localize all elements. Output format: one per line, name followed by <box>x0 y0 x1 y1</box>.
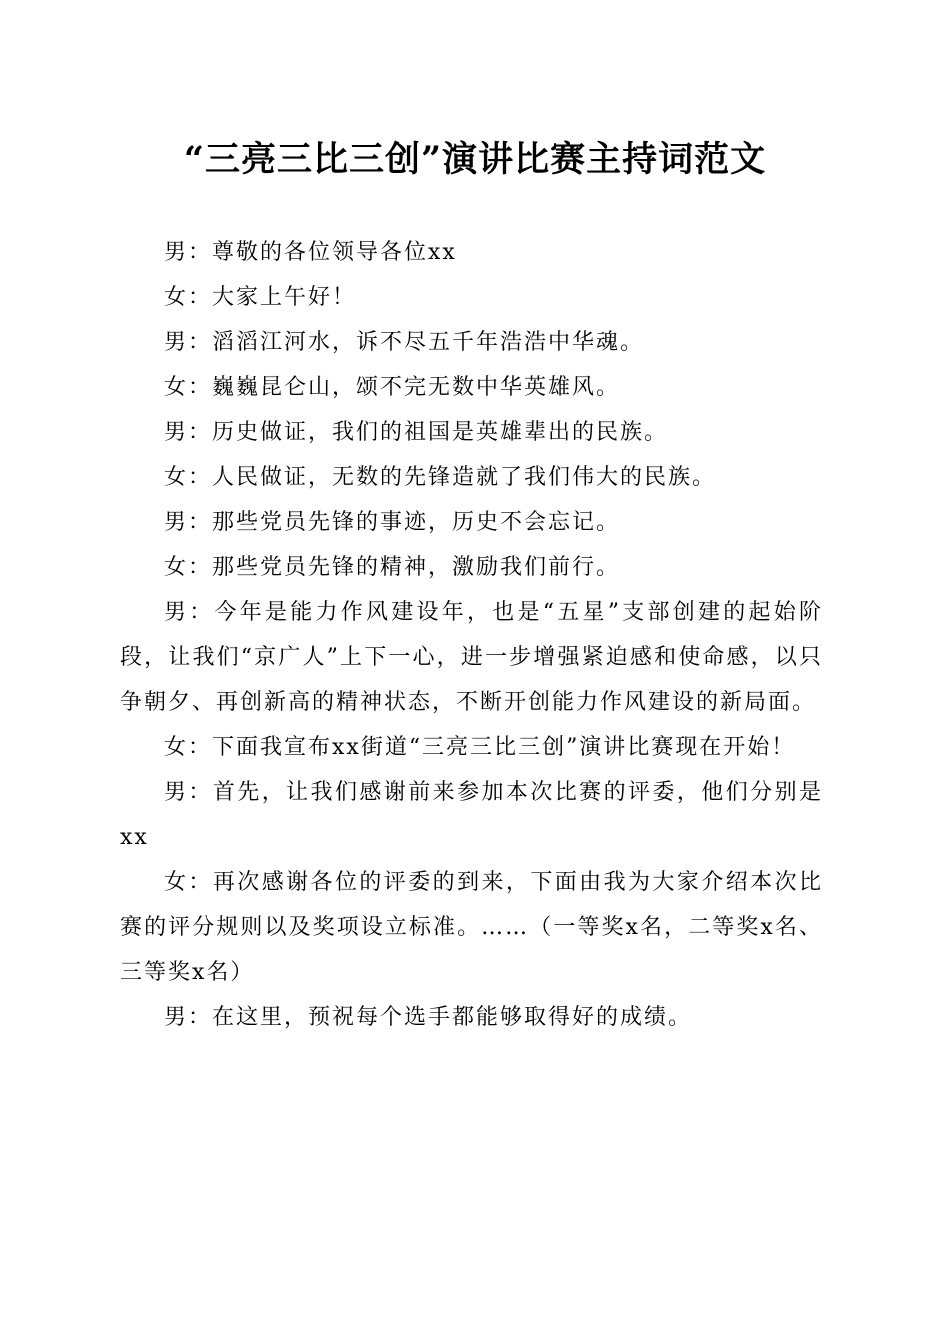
paragraph: 男：首先，让我们感谢前来参加本次比赛的评委，他们分别是xx <box>120 780 823 850</box>
paragraph: 男：在这里，预祝每个选手都能够取得好的成绩。 <box>164 1005 693 1030</box>
document-body <box>120 230 823 1040</box>
paragraph: 女：下面我宣布xx街道“三亮三比三创”演讲比赛现在开始！ <box>164 735 796 760</box>
paragraph: 男：滔滔江河水，诉不尽五千年浩浩中华魂。 <box>164 330 645 355</box>
paragraph: 女：人民做证，无数的先锋造就了我们伟大的民族。 <box>164 465 717 490</box>
document-title: “三亮三比三创”演讲比赛主持词范文 <box>183 139 767 180</box>
paragraph: 女：大家上午好！ <box>164 285 357 310</box>
paragraph: 男：历史做证，我们的祖国是英雄辈出的民族。 <box>164 420 669 445</box>
paragraph: 女：巍巍昆仑山，颂不完无数中华英雄风。 <box>164 375 621 400</box>
paragraph: 男：尊敬的各位领导各位xx <box>164 240 457 265</box>
paragraph: 男：那些党员先锋的事迹，历史不会忘记。 <box>164 510 621 535</box>
paragraph: 女：那些党员先锋的精神，激励我们前行。 <box>164 555 621 580</box>
paragraph: 男：今年是能力作风建设年，也是“五星”支部创建的起始阶段，让我们“京广人”上下一心，进一步增强紧迫感和使命感，以只争朝夕、再创新高的精神状态，不断开创能力作风建设的新局面。 <box>120 600 823 715</box>
paragraph: 女：再次感谢各位的评委的到来，下面由我为大家介绍本次比赛的评分规则以及奖项设立标准。……（一等奖x名，二等奖x名、三等奖x名） <box>120 870 823 985</box>
